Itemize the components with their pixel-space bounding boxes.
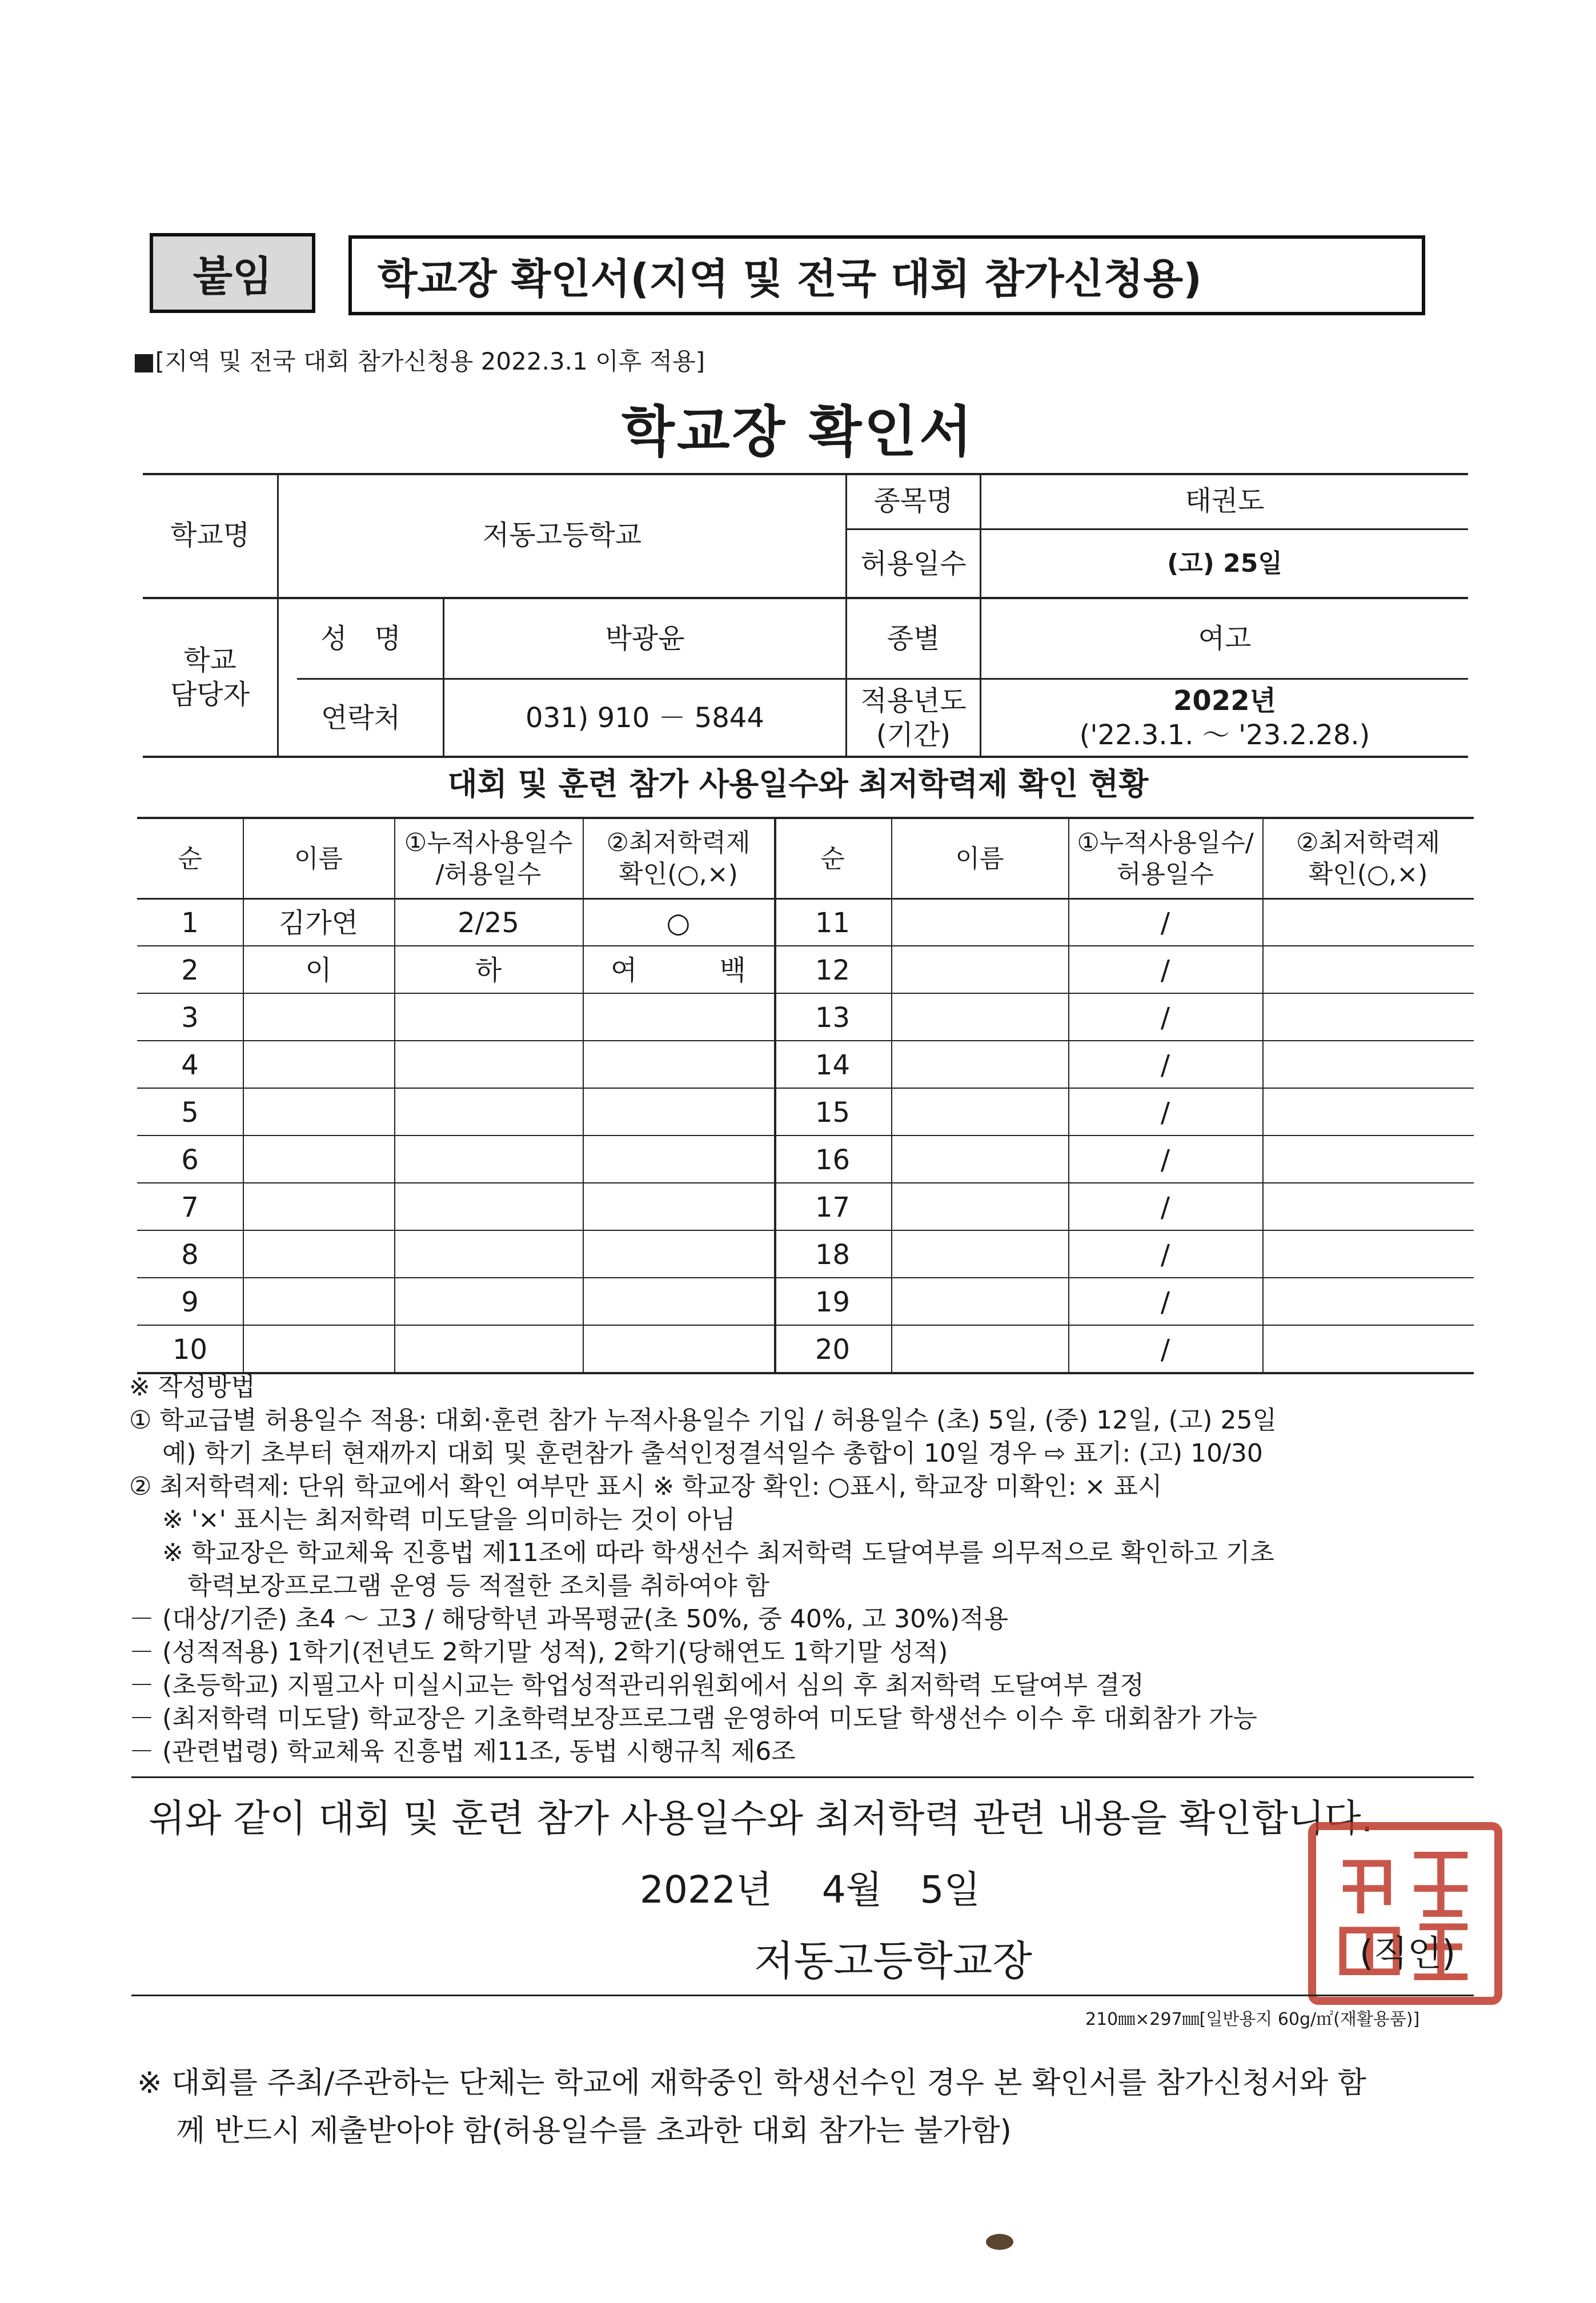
athlete-name [891,1089,1068,1136]
page-title: 학교장 확인서 [621,400,975,464]
used-days: / [1160,1001,1170,1034]
row-number: 6 [181,1144,199,1176]
allowed-days-value: (고) 25일 [1167,549,1282,578]
used-days: / [1160,1286,1170,1318]
event-label: 종목명 [873,484,953,517]
row-number: 7 [181,1191,199,1223]
row-number: 13 [815,1001,851,1034]
academic-check [1262,1231,1474,1278]
column-header: 순 [178,844,202,873]
submission-note [137,2059,1366,2155]
applicability-note: ■[지역 및 전국 대회 참가신청용 2022.3.1 이후 적용] [133,347,705,375]
staff-name-label: 성 명 [320,623,401,655]
athlete-name [891,1041,1068,1089]
instruction-line: 예) 학기 초부터 현재까지 대회 및 훈련참가 출석인정결석일수 총합이 10일 경우 ⇨ 표기: (고) 10/30 [129,1439,1263,1468]
issue-date: 2022년 4월 5일 [640,1868,981,1912]
academic-check [1262,899,1474,946]
row-number: 20 [815,1333,851,1366]
academic-check [583,1278,774,1326]
academic-check [583,1136,774,1183]
attachment-label: 붙임 [150,233,315,313]
used-days [394,1089,583,1136]
athlete-name: 김가연 [278,906,359,939]
academic-check [583,1041,774,1089]
writing-instructions [129,1371,1277,1768]
category-value: 여고 [1198,623,1252,655]
row-number: 1 [181,906,199,939]
athlete-name [243,1231,394,1278]
submission-note-line: ※ 대회를 주최/주관하는 단체는 학교에 재학중인 학생선수인 경우 본 확인서를 참가신청서와 함 [137,2066,1366,2100]
athlete-name: 이 [305,954,332,986]
athlete-name [243,1278,394,1326]
academic-check [1262,994,1474,1041]
instruction-line: － (관련법령) 학교체육 진흥법 제11조, 동법 시행규칙 제6조 [129,1737,796,1766]
used-days: / [1160,1238,1170,1271]
athlete-name [243,1183,394,1231]
row-number: 15 [815,1096,851,1129]
divider-bottom [131,1995,1474,1996]
used-days [394,1041,583,1089]
school-name-value: 저동고등학교 [482,519,642,551]
used-days [394,1278,583,1326]
instruction-line: ※ '×' 표시는 최저학력 미도달을 의미하는 것이 아님 [129,1505,736,1534]
academic-check [583,994,774,1041]
event-value: 태권도 [1185,484,1265,517]
row-number: 5 [181,1096,199,1129]
row-number: 11 [815,906,851,939]
academic-check [583,1326,774,1373]
row-number: 4 [181,1049,199,1081]
official-seal [1308,1822,1502,2005]
used-days [394,1231,583,1278]
athlete-name [243,1326,394,1373]
academic-check [583,1089,774,1136]
academic-check [1262,1089,1474,1136]
submission-note-line: 께 반드시 제출받아야 함(허용일수를 초과한 대회 참가는 불가함) [137,2114,1012,2148]
academic-check [1262,1041,1474,1089]
divider [131,1776,1474,1778]
academic-check [583,1183,774,1231]
academic-check [1262,1278,1474,1326]
confirmation-statement: 위와 같이 대회 및 훈련 참가 사용일수와 최저학력 관련 내용을 확인합니다. [149,1796,1373,1840]
instruction-line: ① 학교급별 허용일수 적용: 대회·훈련 참가 누적사용일수 기입 / 허용일수 (초) 5일, (중) 12일, (고) 25일 [129,1406,1277,1435]
athlete-name [891,1136,1068,1183]
instruction-line: － (최저학력 미도달) 학교장은 기초학력보장프로그램 운영하여 미도달 학생선수 이수 후 대회참가 가능 [129,1704,1257,1733]
year-period: ('22.3.1. ～ '23.2.28.) [1079,719,1370,751]
athlete-name [243,1041,394,1089]
instruction-line: － (초등학교) 지필고사 미실시교는 학업성적관리위원회에서 심의 후 최저학력 도달여부 결정 [129,1671,1144,1700]
contact-label: 연락처 [320,701,401,734]
academic-check: ○ [666,906,691,939]
year-value: 2022년 [1173,684,1276,717]
instruction-line: ※ 작성방법 [129,1373,255,1402]
row-number: 9 [181,1286,199,1318]
athlete-name [243,1136,394,1183]
used-days [394,1326,583,1373]
staff-label: 학교 담당자 [170,644,250,711]
used-days [394,994,583,1041]
instruction-line: － (성적적용) 1학기(전년도 2학기말 성적), 2학기(당해연도 1학기말 성적) [129,1638,948,1667]
row-number: 2 [181,954,199,986]
row-number: 10 [172,1333,208,1366]
athlete-name [891,1183,1068,1231]
row-number: 12 [815,954,851,986]
row-number: 14 [815,1049,851,1081]
column-header: ②최저학력제 확인(○,×) [606,828,751,889]
instruction-line: ※ 학교장은 학교체육 진흥법 제11조에 따라 학생선수 최저학력 도달여부를 의무적으로 확인하고 기초 [129,1538,1274,1567]
instruction-line: － (대상/기준) 초4 ～ 고3 / 해당학년 과목평균(초 50%, 중 40%, 고 30%)적용 [129,1604,1009,1634]
row-number: 8 [181,1238,199,1271]
used-days [394,1136,583,1183]
athlete-name [891,1278,1068,1326]
used-days: 2/25 [458,906,519,939]
contact-value: 031) 910 － 5844 [526,701,764,734]
used-days: / [1160,1096,1170,1129]
athlete-name [243,1089,394,1136]
used-days: / [1160,906,1170,939]
column-header: 순 [820,844,845,873]
row-number: 17 [815,1191,851,1223]
academic-check [1262,946,1474,994]
athlete-name [243,994,394,1041]
year-label: 적용년도 (기간) [860,684,967,751]
used-days: / [1160,1049,1170,1081]
principal-name: 저동고등학교장 [754,1937,1032,1985]
academic-check [583,1231,774,1278]
used-days: / [1160,954,1170,986]
category-label: 종별 [887,623,940,655]
instruction-line: ② 최저학력제: 단위 학교에서 확인 여부만 표시 ※ 학교장 확인: ○표시, 학교장 미확인: × 표시 [129,1472,1162,1501]
academic-check: 여 백 [611,954,746,986]
row-number: 16 [815,1144,851,1176]
academic-check [1262,1183,1474,1231]
used-days: / [1160,1144,1170,1176]
athlete-name [891,946,1068,994]
seal-label: (직인) [1360,1932,1456,1974]
column-header: ②최저학력제 확인(○,×) [1296,828,1440,889]
column-header: ①누적사용일수/ 허용일수 [1077,828,1254,889]
used-days: 하 [475,954,502,986]
column-header: 이름 [294,844,343,873]
staff-name-value: 박광윤 [605,623,685,655]
athlete-name [891,994,1068,1041]
allowed-days-label: 허용일수 [860,547,967,580]
page-mark-icon [983,2228,1017,2256]
athlete-name [891,899,1068,946]
column-header: 이름 [955,844,1004,873]
year-cell [981,680,1468,756]
row-number: 18 [815,1238,851,1271]
row-number: 19 [815,1286,851,1318]
section-title: 대회 및 훈련 참가 사용일수와 최저학력제 확인 현황 [447,766,1149,802]
instruction-line: 학력보장프로그램 운영 등 적절한 조치를 취하여야 함 [129,1571,769,1600]
athlete-name [891,1326,1068,1373]
used-days: / [1160,1191,1170,1223]
used-days: / [1160,1333,1170,1366]
paper-spec: 210㎜×297㎜[일반용지 60g/㎡(재활용품)] [1085,2009,1420,2029]
used-days [394,1183,583,1231]
academic-check [1262,1326,1474,1373]
academic-check [1262,1136,1474,1183]
document-header-title: 학교장 확인서(지역 및 전국 대회 참가신청용) [348,235,1425,315]
row-number: 3 [181,1001,199,1034]
school-name-label: 학교명 [170,519,250,551]
athlete-name [891,1231,1068,1278]
column-header: ①누적사용일수 /허용일수 [404,828,573,889]
